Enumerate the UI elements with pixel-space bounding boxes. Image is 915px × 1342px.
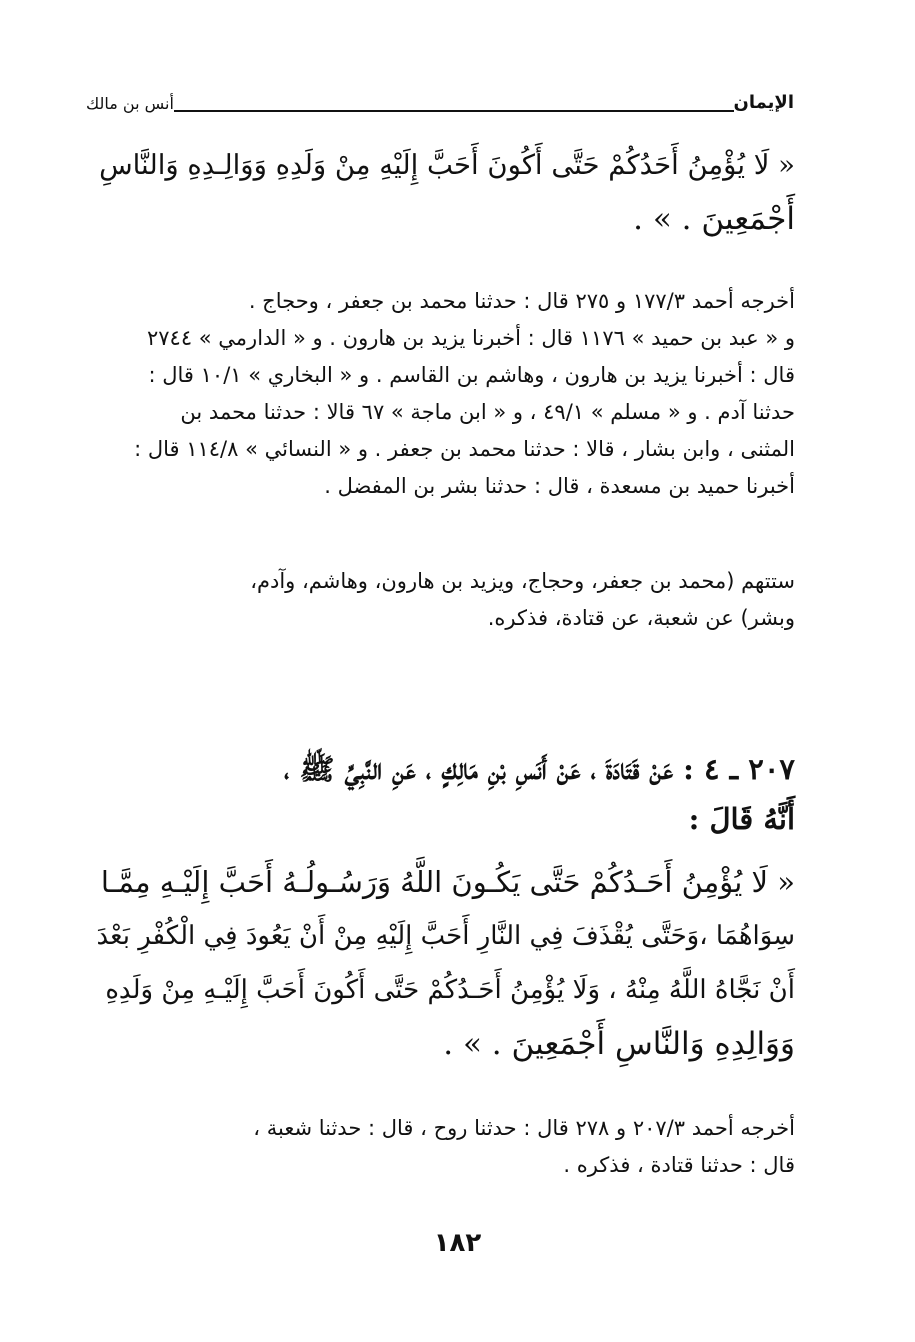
takhrij-line: أخبرنا حميد بن مسعدة ، قال : حدثنا بشر بن المفضل . xyxy=(324,474,795,498)
hadith-line: « لَا يُؤْمِنُ أَحَدُكُمْ حَتَّى أَكُونَ أَحَبَّ إِلَيْهِ مِنْ وَلَدِهِ وَوَالِـدِهِ وَالنَّاسِ xyxy=(99,149,795,181)
takhrij-line: أخرجه أحمد ١٧٧/٣ و ٢٧٥ قال : حدثنا محمد بن جعفر ، وحجاج . xyxy=(248,289,795,313)
header-rule xyxy=(174,110,734,112)
summary-line: ستتهم (محمد بن جعفر، وحجاج، ويزيد بن هارون، وهاشم، وآدم، xyxy=(250,569,795,593)
hadith-text-207 xyxy=(95,855,795,1071)
hadith-text-1 xyxy=(95,138,795,246)
header-section-title: الإيمان xyxy=(733,92,794,113)
hadith-heading-207 xyxy=(95,744,795,844)
takhrij-line: حدثنا آدم . و « مسلم » ٤٩/١ ، و « ابن ماجة » ٦٧ قالا : حدثنا محمد بن xyxy=(180,400,795,424)
takhrij-207 xyxy=(95,1110,795,1184)
running-header xyxy=(86,86,796,120)
heading-line: أَنَّهُ قَالَ : xyxy=(688,802,795,836)
hadith-line: أَجْمَعِينَ . » . xyxy=(633,201,795,237)
page-number: ١٨٢ xyxy=(433,1228,482,1258)
hadith-line: « لَا يُؤْمِنُ أَحَـدُكُمْ حَتَّى يَكُـونَ اللَّهُ وَرَسُـولُـهُ أَحَبَّ إِلَيْـهِ مِمَّـا xyxy=(100,865,795,899)
summary-1 xyxy=(95,563,795,637)
takhrij-1 xyxy=(95,283,795,505)
hadith-line: وَوَالِدِهِ وَالنَّاسِ أَجْمَعِينَ . » . xyxy=(443,1026,795,1062)
hadith-line: أَنْ نَجَّاهُ اللَّهُ مِنْهُ ، وَلَا يُؤْمِنُ أَحَـدُكُمْ حَتَّى أَكُونَ أَحَبَّ إِلَيْـهِ مِنْ وَلَدِهِ xyxy=(105,975,795,1005)
heading-line: ٢٠٧ ـ ٤ : عَنْ قَتَادَةَ ، عَنْ أَنَسِ بْنِ مَالِكٍ ، عَنِ النَّبِيِّ ﷺ ، xyxy=(283,752,795,786)
takhrij-line: و « عبد بن حميد » ١١٧٦ قال : أخبرنا يزيد بن هارون . و « الدارمي » ٢٧٤٤ xyxy=(146,326,795,350)
takhrij-line: قال : حدثنا قتادة ، فذكره . xyxy=(563,1153,795,1177)
takhrij-line: قال : أخبرنا يزيد بن هارون ، وهاشم بن القاسم . و « البخاري » ١٠/١ قال : xyxy=(148,363,795,387)
summary-line: وبشر) عن شعبة، عن قتادة، فذكره. xyxy=(487,606,795,630)
hadith-line: سِوَاهُمَا ،وَحَتَّى يُقْذَفَ فِي النَّارِ أَحَبَّ إِلَيْهِ مِنْ أَنْ يَعُودَ فِي الْكُفْرِ بَعْدَ xyxy=(96,921,795,951)
takhrij-line: أخرجه أحمد ٢٠٧/٣ و ٢٧٨ قال : حدثنا روح ، قال : حدثنا شعبة ، xyxy=(253,1116,795,1140)
takhrij-line: المثنى ، وابن بشار ، قالا : حدثنا محمد بن جعفر . و « النسائي » ١١٤/٨ قال : xyxy=(134,437,795,461)
header-narrator: أنس بن مالك xyxy=(86,94,174,113)
